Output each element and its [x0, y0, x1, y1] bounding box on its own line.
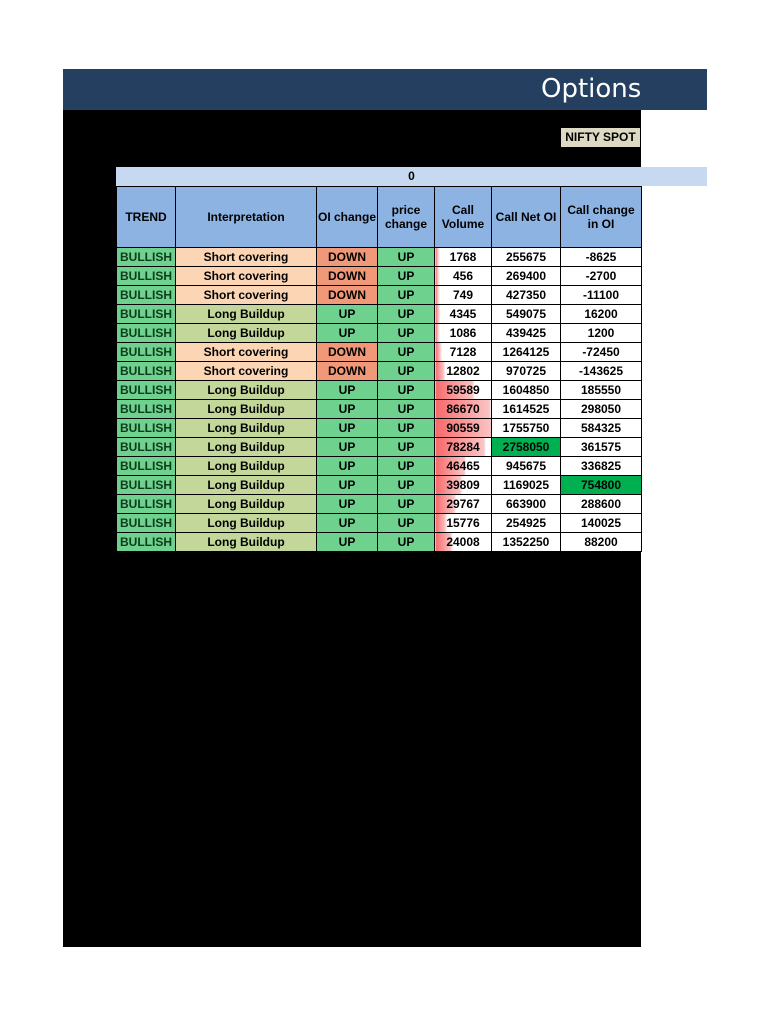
price-change-cell: UP	[378, 495, 435, 514]
oi-change-cell: DOWN	[317, 343, 378, 362]
oi-change-cell: UP	[317, 400, 378, 419]
trend-cell: BULLISH	[117, 400, 176, 419]
call-net-oi-cell: 1614525	[492, 400, 561, 419]
call-volume-cell: 24008	[435, 533, 492, 552]
oi-change-cell: UP	[317, 419, 378, 438]
table-row	[117, 362, 642, 381]
col-header-oi-change: OI change	[317, 187, 378, 248]
table-row	[117, 248, 642, 267]
price-change-cell: UP	[378, 419, 435, 438]
oi-change-cell: UP	[317, 533, 378, 552]
call-volume-cell: 78284	[435, 438, 492, 457]
col-header-trend: TREND	[117, 187, 176, 248]
call-change-oi-cell: 298050	[561, 400, 642, 419]
call-change-oi-cell: 361575	[561, 438, 642, 457]
options-table	[116, 186, 642, 552]
oi-change-cell: UP	[317, 457, 378, 476]
oi-change-cell: DOWN	[317, 286, 378, 305]
price-change-cell: UP	[378, 248, 435, 267]
trend-cell: BULLISH	[117, 495, 176, 514]
interpretation-cell: Long Buildup	[176, 400, 317, 419]
table-row	[117, 381, 642, 400]
price-change-cell: UP	[378, 438, 435, 457]
table-row	[117, 343, 642, 362]
oi-change-cell: DOWN	[317, 248, 378, 267]
interpretation-cell: Long Buildup	[176, 419, 317, 438]
price-change-cell: UP	[378, 286, 435, 305]
call-net-oi-cell: 1755750	[492, 419, 561, 438]
interpretation-cell: Short covering	[176, 267, 317, 286]
interpretation-cell: Long Buildup	[176, 324, 317, 343]
price-change-cell: UP	[378, 514, 435, 533]
table-row	[117, 514, 642, 533]
trend-cell: BULLISH	[117, 267, 176, 286]
call-volume-cell: 29767	[435, 495, 492, 514]
call-volume-cell: 86670	[435, 400, 492, 419]
trend-cell: BULLISH	[117, 457, 176, 476]
col-header-price-change: price change	[378, 187, 435, 248]
oi-change-cell: UP	[317, 381, 378, 400]
spot-value-bar: 0	[116, 167, 707, 186]
trend-cell: BULLISH	[117, 419, 176, 438]
call-volume-cell: 1086	[435, 324, 492, 343]
trend-cell: BULLISH	[117, 248, 176, 267]
call-change-oi-cell: 88200	[561, 533, 642, 552]
table-row	[117, 438, 642, 457]
call-net-oi-cell: 1604850	[492, 381, 561, 400]
price-change-cell: UP	[378, 457, 435, 476]
call-volume-cell: 15776	[435, 514, 492, 533]
call-net-oi-cell: 1264125	[492, 343, 561, 362]
call-volume-cell: 46465	[435, 457, 492, 476]
trend-cell: BULLISH	[117, 533, 176, 552]
call-net-oi-cell: 269400	[492, 267, 561, 286]
table-row	[117, 286, 642, 305]
call-volume-cell: 749	[435, 286, 492, 305]
trend-cell: BULLISH	[117, 305, 176, 324]
price-change-cell: UP	[378, 267, 435, 286]
call-net-oi-cell: 254925	[492, 514, 561, 533]
call-change-oi-cell: -11100	[561, 286, 642, 305]
oi-change-cell: UP	[317, 305, 378, 324]
interpretation-cell: Short covering	[176, 286, 317, 305]
call-change-oi-cell: 1200	[561, 324, 642, 343]
oi-change-cell: UP	[317, 495, 378, 514]
call-volume-cell: 456	[435, 267, 492, 286]
call-change-oi-cell: 185550	[561, 381, 642, 400]
oi-change-cell: UP	[317, 324, 378, 343]
interpretation-cell: Long Buildup	[176, 495, 317, 514]
trend-cell: BULLISH	[117, 362, 176, 381]
table-row	[117, 324, 642, 343]
oi-change-cell: UP	[317, 514, 378, 533]
trend-cell: BULLISH	[117, 476, 176, 495]
trend-cell: BULLISH	[117, 324, 176, 343]
call-net-oi-cell: 945675	[492, 457, 561, 476]
col-header-call-change-oi: Call change in OI	[561, 187, 642, 248]
call-change-oi-cell: -72450	[561, 343, 642, 362]
trend-cell: BULLISH	[117, 381, 176, 400]
call-volume-cell: 7128	[435, 343, 492, 362]
trend-cell: BULLISH	[117, 343, 176, 362]
call-volume-cell: 1768	[435, 248, 492, 267]
table-row	[117, 533, 642, 552]
col-header-call-volume: Call Volume	[435, 187, 492, 248]
call-net-oi-cell: 255675	[492, 248, 561, 267]
price-change-cell: UP	[378, 324, 435, 343]
interpretation-cell: Long Buildup	[176, 381, 317, 400]
call-net-oi-cell: 663900	[492, 495, 561, 514]
table-row	[117, 305, 642, 324]
price-change-cell: UP	[378, 305, 435, 324]
header-row	[117, 187, 642, 248]
price-change-cell: UP	[378, 400, 435, 419]
table-row	[117, 495, 642, 514]
trend-cell: BULLISH	[117, 286, 176, 305]
interpretation-cell: Long Buildup	[176, 533, 317, 552]
interpretation-cell: Long Buildup	[176, 457, 317, 476]
oi-change-cell: DOWN	[317, 267, 378, 286]
call-net-oi-cell: 1169025	[492, 476, 561, 495]
oi-change-cell: UP	[317, 476, 378, 495]
price-change-cell: UP	[378, 343, 435, 362]
interpretation-cell: Short covering	[176, 343, 317, 362]
title-bar	[63, 69, 707, 110]
call-net-oi-cell: 549075	[492, 305, 561, 324]
col-header-interpretation: Interpretation	[176, 187, 317, 248]
page-title: Options	[541, 74, 642, 104]
interpretation-cell: Long Buildup	[176, 476, 317, 495]
interpretation-cell: Long Buildup	[176, 305, 317, 324]
call-change-oi-cell: 754800	[561, 476, 642, 495]
call-change-oi-cell: 584325	[561, 419, 642, 438]
price-change-cell: UP	[378, 476, 435, 495]
price-change-cell: UP	[378, 362, 435, 381]
oi-change-cell: DOWN	[317, 362, 378, 381]
call-net-oi-cell: 439425	[492, 324, 561, 343]
call-volume-cell: 90559	[435, 419, 492, 438]
call-change-oi-cell: 140025	[561, 514, 642, 533]
call-change-oi-cell: 16200	[561, 305, 642, 324]
table-row	[117, 419, 642, 438]
call-net-oi-cell: 970725	[492, 362, 561, 381]
call-change-oi-cell: -143625	[561, 362, 642, 381]
nifty-spot-label: NIFTY SPOT	[561, 128, 640, 147]
call-volume-cell: 59589	[435, 381, 492, 400]
call-change-oi-cell: -8625	[561, 248, 642, 267]
call-change-oi-cell: -2700	[561, 267, 642, 286]
table-row	[117, 457, 642, 476]
call-volume-cell: 39809	[435, 476, 492, 495]
col-header-call-net-oi: Call Net OI	[492, 187, 561, 248]
call-net-oi-cell: 427350	[492, 286, 561, 305]
table-row	[117, 400, 642, 419]
interpretation-cell: Short covering	[176, 362, 317, 381]
trend-cell: BULLISH	[117, 438, 176, 457]
table-row	[117, 267, 642, 286]
oi-change-cell: UP	[317, 438, 378, 457]
price-change-cell: UP	[378, 381, 435, 400]
price-change-cell: UP	[378, 533, 435, 552]
call-change-oi-cell: 288600	[561, 495, 642, 514]
interpretation-cell: Long Buildup	[176, 514, 317, 533]
call-volume-cell: 4345	[435, 305, 492, 324]
call-net-oi-cell: 1352250	[492, 533, 561, 552]
interpretation-cell: Short covering	[176, 248, 317, 267]
table-row	[117, 476, 642, 495]
call-net-oi-cell: 2758050	[492, 438, 561, 457]
trend-cell: BULLISH	[117, 514, 176, 533]
call-volume-cell: 12802	[435, 362, 492, 381]
interpretation-cell: Long Buildup	[176, 438, 317, 457]
call-change-oi-cell: 336825	[561, 457, 642, 476]
